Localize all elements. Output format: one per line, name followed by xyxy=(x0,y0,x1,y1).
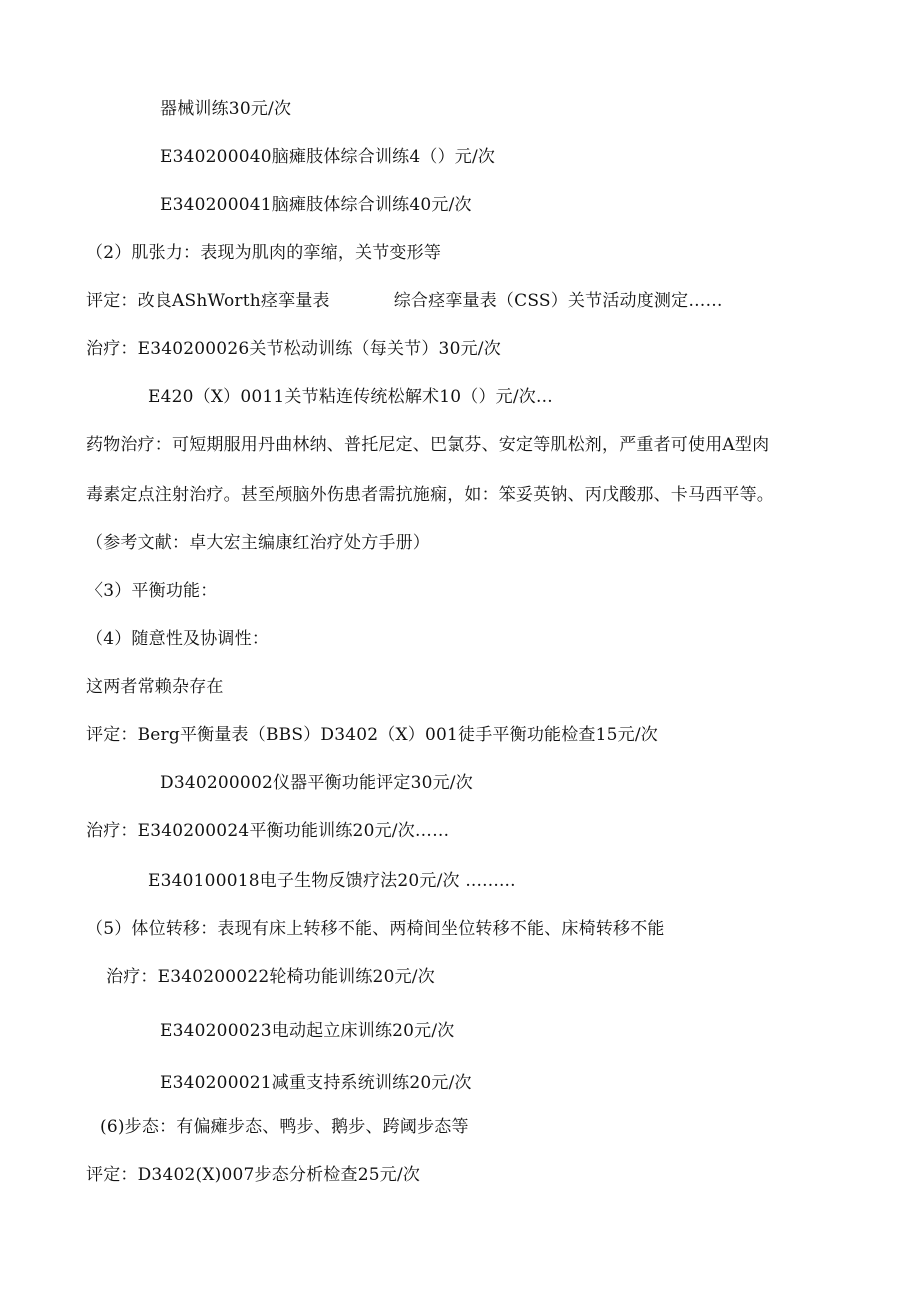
text-line: 治疗：E340200024平衡功能训练20元/次…… xyxy=(86,821,450,841)
text-line: E340200021减重支持系统训练20元/次 xyxy=(160,1073,472,1093)
text-line: E420（X）0011关节粘连传统松解术10（）元/次... xyxy=(148,387,553,407)
paragraph-line: 药物治疗：可短期服用丹曲林纳、普托尼定、巴氯芬、安定等肌松剂，严重者可使用A型肉 xyxy=(86,435,770,455)
text-line: 这两者常赖杂存在 xyxy=(86,677,224,697)
section-heading: 〈3）平衡功能： xyxy=(86,581,218,601)
paragraph-line: 毒素定点注射治疗。甚至颅脑外伤患者需抗施痫，如：笨妥英钠、丙戊酸那、卡马西平等。 xyxy=(86,485,774,505)
text-line: 器械训练30元/次 xyxy=(160,99,292,119)
text-line: E340200040脑瘫肢体综合训练4（）元/次 xyxy=(160,147,496,167)
reference-note: （参考文献：卓大宏主编康红治疗处方手册） xyxy=(86,533,430,553)
section-heading: （5）体位转移：表现有床上转移不能、两椅间坐位转移不能、床椅转移不能 xyxy=(86,919,665,939)
text-line: 治疗：E340200022轮椅功能训练20元/次 xyxy=(106,967,435,987)
text-line: D340200002仪器平衡功能评定30元/次 xyxy=(160,773,473,793)
text-line: 治疗：E340200026关节松动训练（每关节）30元/次 xyxy=(86,339,501,359)
section-heading: （2）肌张力：表现为肌肉的挛缩，关节变形等 xyxy=(86,243,442,263)
text-line: E340200023电动起立床训练20元/次 xyxy=(160,1021,455,1041)
text-line: E340200041脑瘫肢体综合训练40元/次 xyxy=(160,195,472,215)
text-line: 评定：Berg平衡量表（BBS）D3402（X）001徒手平衡功能检查15元/次 xyxy=(86,725,658,745)
text-segment: 综合痉挛量表（CSS）关节活动度测定…… xyxy=(393,291,723,311)
section-heading: (6)步态：有偏瘫步态、鸭步、鹅步、跨阈步态等 xyxy=(100,1117,469,1137)
text-line: E340100018电子生物反馈疗法20元/次 ......... xyxy=(148,871,516,891)
text-line xyxy=(86,290,723,312)
text-segment: 评定：改良AShWorth痉挛量表 xyxy=(86,291,330,311)
section-heading: （4）随意性及协调性： xyxy=(86,629,270,649)
text-line: 评定：D3402(X)007步态分析检查25元/次 xyxy=(86,1165,421,1185)
